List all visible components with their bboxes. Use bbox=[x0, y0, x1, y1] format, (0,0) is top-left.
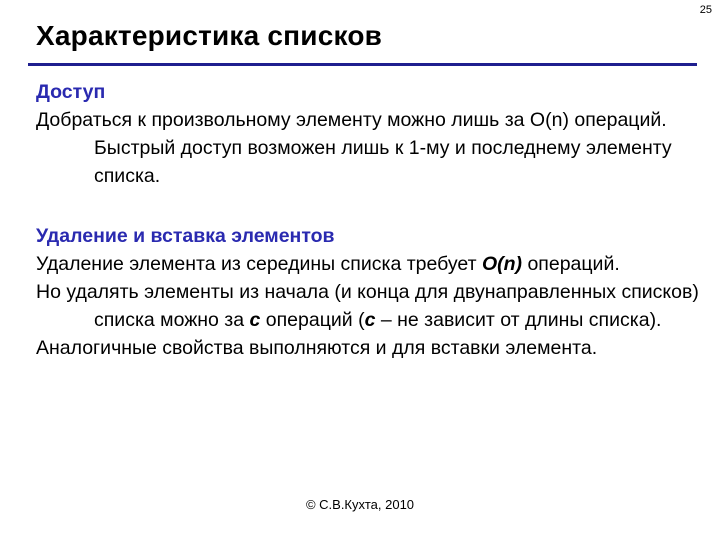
delete-ends-tail: – не зависит от длины списка). bbox=[375, 309, 662, 331]
delete-ends-text: Но удалять элементы из начала (и конца для двунаправленных списков) списка можно за bbox=[36, 281, 699, 331]
section-heading-modify: Удаление и вставка элементов bbox=[36, 225, 335, 247]
title-underline bbox=[28, 63, 697, 66]
insert-paragraph: Аналогичные свойства выполняются и для вставки элемента. bbox=[36, 337, 598, 359]
section-heading-access: Доступ bbox=[36, 81, 106, 103]
slide-content bbox=[36, 78, 708, 362]
slide-title: Характеристика списков bbox=[36, 20, 383, 51]
copyright-footer: © С.В.Кухта, 2010 bbox=[305, 497, 415, 512]
access-paragraph: Добраться к произвольному элементу можно лишь за O(n) операций. Быстрый доступ возможен лишь к 1-му и последнему элементу списка. bbox=[36, 109, 672, 187]
delete-middle-paragraph bbox=[36, 250, 708, 278]
page-number: 25 bbox=[699, 4, 712, 16]
section-spacer bbox=[36, 190, 708, 222]
delete-middle-tail: операций. bbox=[522, 253, 620, 275]
constant-c-2: c bbox=[364, 309, 376, 331]
delete-ends-paragraph bbox=[36, 278, 708, 334]
delete-middle-text: Удаление элемента из середины списка требует bbox=[36, 253, 482, 275]
delete-ends-mid: операций ( bbox=[260, 309, 365, 331]
constant-c: c bbox=[249, 309, 261, 331]
complexity-on: O(n) bbox=[481, 253, 523, 275]
